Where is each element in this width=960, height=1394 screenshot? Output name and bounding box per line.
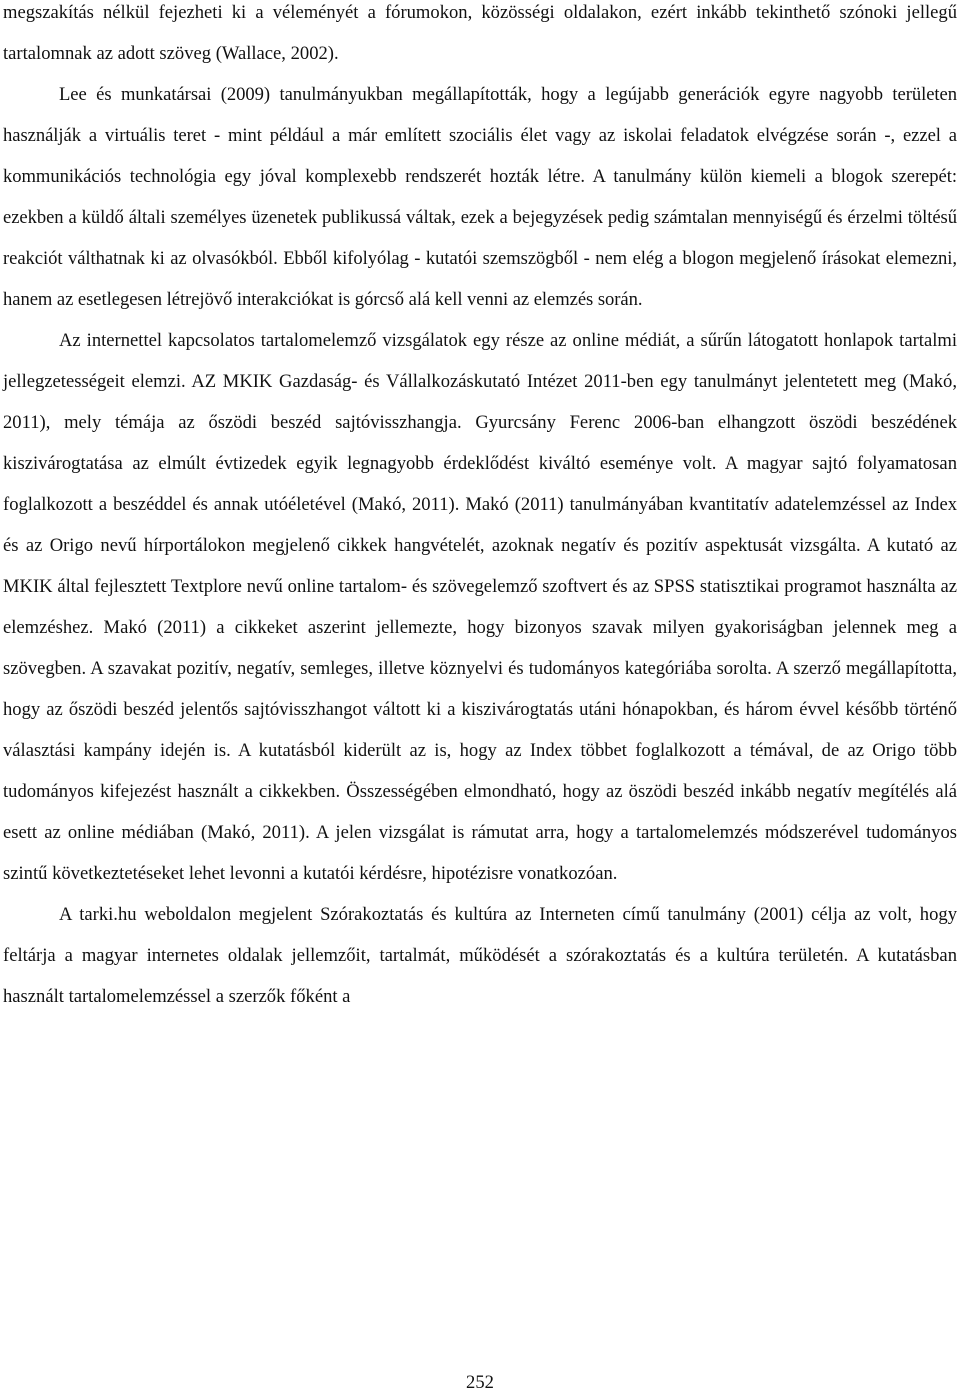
document-page: [3, 0, 957, 1017]
paragraph-4: A tarki.hu weboldalon megjelent Szórakoztatás és kultúra az Interneten című tanulmány (2001) célja az volt, hogy feltárja a magyar internetes oldalak jellemzőit, tartalmát, működését a szórakoztatás és a kultúra területén. A kutatásban használt tartalomelemzéssel a szerzők főként a: [3, 904, 957, 1007]
paragraph-2: Lee és munkatársai (2009) tanulmányukban megállapították, hogy a legújabb generációk egyre nagyobb területen használják a virtuális teret - mint például a már említett szociális élet vagy az iskolai feladatok elvégzése során -, ezzel a kommunikációs technológia egy jóval komplexebb rendszerét hozták létre. A tanulmány külön kiemeli a blogok szerepét: ezekben a küldő általi személyes üzenetek publikussá váltak, ezek a bejegyzések pedig számtalan mennyiségű és érzelmi töltésű reakciót válthatnak ki az olvasókból. Ebből kifolyólag - kutatói szemszögből - nem elég a blogon megjelenő írásokat elemezni, hanem az esetlegesen létrejövő interakciókat is górcső alá kell venni az elemzés során.: [3, 84, 957, 310]
page-number: 252: [466, 1372, 494, 1393]
paragraph-1: megszakítás nélkül fejezheti ki a véleményét a fórumokon, közösségi oldalakon, ezért inkább tekinthető szónoki jellegű tartalomnak az adott szöveg (Wallace, 2002).: [3, 2, 957, 64]
paragraph-3: Az internettel kapcsolatos tartalomelemző vizsgálatok egy része az online médiát, a sűrűn látogatott honlapok tartalmi jellegzetességeit elemzi. AZ MKIK Gazdaság- és Vállalkozáskutató Intézet 2011-ben egy tanulmányt jelentetett meg (Makó, 2011), mely témája az őszödi beszéd sajtóvisszhangja. Gyurcsány Ferenc 2006-ban elhangzott öszödi beszédének kiszivárogtatása az elmúlt évtizedek egyik legnagyobb érdeklődést kiváltó eseménye volt. A magyar sajtó folyamatosan foglalkozott a beszéddel és annak utóéletével (Makó, 2011). Makó (2011) tanulmányában kvantitatív adatelemzéssel az Index és az Origo nevű hírportálokon megjelenő cikkek hangvételét, azoknak negatív és pozitív aspektusát vizsgálta. A kutató az MKIK által fejlesztett Textplore nevű online tartalom- és szövegelemző szoftvert és az SPSS statisztikai programot használta az elemzéshez. Makó (2011) a cikkeket aszerint jellemezte, hogy bizonyos szavak milyen gyakoriságban jelennek meg a szövegben. A szavakat pozitív, negatív, semleges, illetve köznyelvi és tudományos kategóriába sorolta. A szerző megállapította, hogy az őszödi beszéd jelentős sajtóvisszhangot váltott ki a kiszivárogtatás utáni hónapokban, és három évvel később történő választási kampány idején is. A kutatásból kiderült az is, hogy az Index többet foglalkozott a témával, de az Origo több tudományos kifejezést használt a cikkekben. Összességében elmondható, hogy az öszödi beszéd inkább negatív megítélés alá esett az online médiában (Makó, 2011). A jelen vizsgálat is rámutat arra, hogy a tartalomelemzés módszerével tudományos szintű következtetéseket lehet levonni a kutatói kérdésre, hipotézisre vonatkozóan.: [3, 330, 957, 884]
